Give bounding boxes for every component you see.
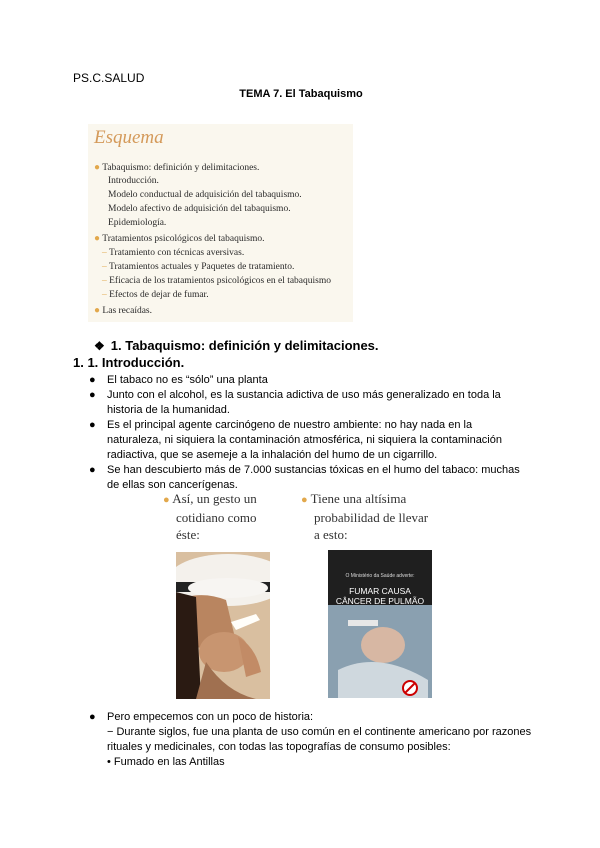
bullet-icon: ● (94, 233, 101, 244)
pack-warning-line-1: FUMAR CAUSA (349, 586, 411, 596)
list-item: ● Se han descubierto más de 7.000 sustancias tóxicas en el humo del tabaco: muchas de ellas son cancerígenas. (89, 464, 520, 491)
document-title (0, 88, 600, 100)
bullet-icon: ● (89, 389, 96, 401)
smoker-illustration (176, 552, 270, 699)
bullet-icon: ● (94, 162, 101, 173)
left-caption: ● Así, un gesto un cotidiano como éste: (163, 491, 257, 542)
schema-item: – Eficacia de los tratamientos psicológicos en el tabaquismo (102, 276, 331, 286)
bullet-icon: ● (89, 419, 96, 431)
subsection-heading: 1. 1. Introducción. (73, 355, 185, 370)
schema-item: – Tratamientos actuales y Paquetes de tratamiento. (102, 262, 295, 272)
smoker-photo (176, 552, 270, 699)
schema-item: – Efectos de dejar de fumar. (102, 290, 209, 300)
schema-item: Epidemiología. (108, 218, 167, 228)
schema-image (88, 124, 353, 322)
schema-item: Modelo afectivo de adquisición del tabaquismo. (108, 204, 291, 214)
schema-item: Introducción. (108, 176, 159, 186)
right-caption: ● Tiene una altísima probabilidad de llevar a esto: (301, 491, 429, 542)
pack-warning-line-2: CÂNCER DE PULMÃO (335, 596, 425, 606)
warning-pack-photo (328, 550, 432, 698)
history-section (89, 710, 559, 770)
schema-item: – Tratamiento con técnicas aversivas. (102, 248, 245, 258)
comparison-image (163, 490, 443, 705)
document-title-text: TEMA 7. El Tabaquismo (239, 88, 363, 100)
list-item: ● Junto con el alcohol, es la sustancia adictiva de uso más generalizado en toda la historia de la humanidad. (89, 389, 501, 416)
schema-item: Modelo conductual de adquisición del tabaquismo. (108, 190, 302, 200)
diamond-bullet-icon: ❖ (94, 339, 105, 353)
history-line: − Durante siglos, fue una planta de uso común en el continente americano por razones rituales y medicinales, con todas las topografías de consumo posibles: (107, 726, 532, 753)
history-line: • Fumado en las Antillas (107, 756, 225, 768)
section-heading: ❖ 1. Tabaquismo: definición y delimitaciones. (94, 338, 379, 353)
bullet-icon: ● (94, 305, 101, 316)
schema-item: ● Tratamientos psicológicos del tabaquismo. (94, 233, 265, 244)
intro-bullet-list (89, 373, 529, 493)
schema-title: Esquema (94, 127, 164, 148)
schema-item: ● Las recaídas. (94, 305, 153, 316)
course-label: PS.C.SALUD (73, 71, 145, 85)
warning-pack-illustration (328, 550, 432, 698)
list-item: ● El tabaco no es “sólo” una planta (89, 374, 268, 386)
list-item: ● Es el principal agente carcinógeno de nuestro ambiente: no hay nada en la naturaleza, ni siquiera la contaminación atmosférica, ni siquiera la contaminación radiactiva, que se asemeje a la inhalación del humo de un cigarrillo. (89, 419, 502, 461)
bullet-icon: ● (89, 711, 96, 723)
pack-warning-top: O Ministério da Saúde adverte: (345, 573, 415, 579)
list-item: ● Pero empecemos con un poco de historia: (89, 711, 314, 723)
bullet-icon: ● (89, 464, 96, 476)
bullet-icon: ● (89, 374, 96, 386)
schema-item: ● Tabaquismo: definición y delimitaciones. (94, 162, 260, 173)
